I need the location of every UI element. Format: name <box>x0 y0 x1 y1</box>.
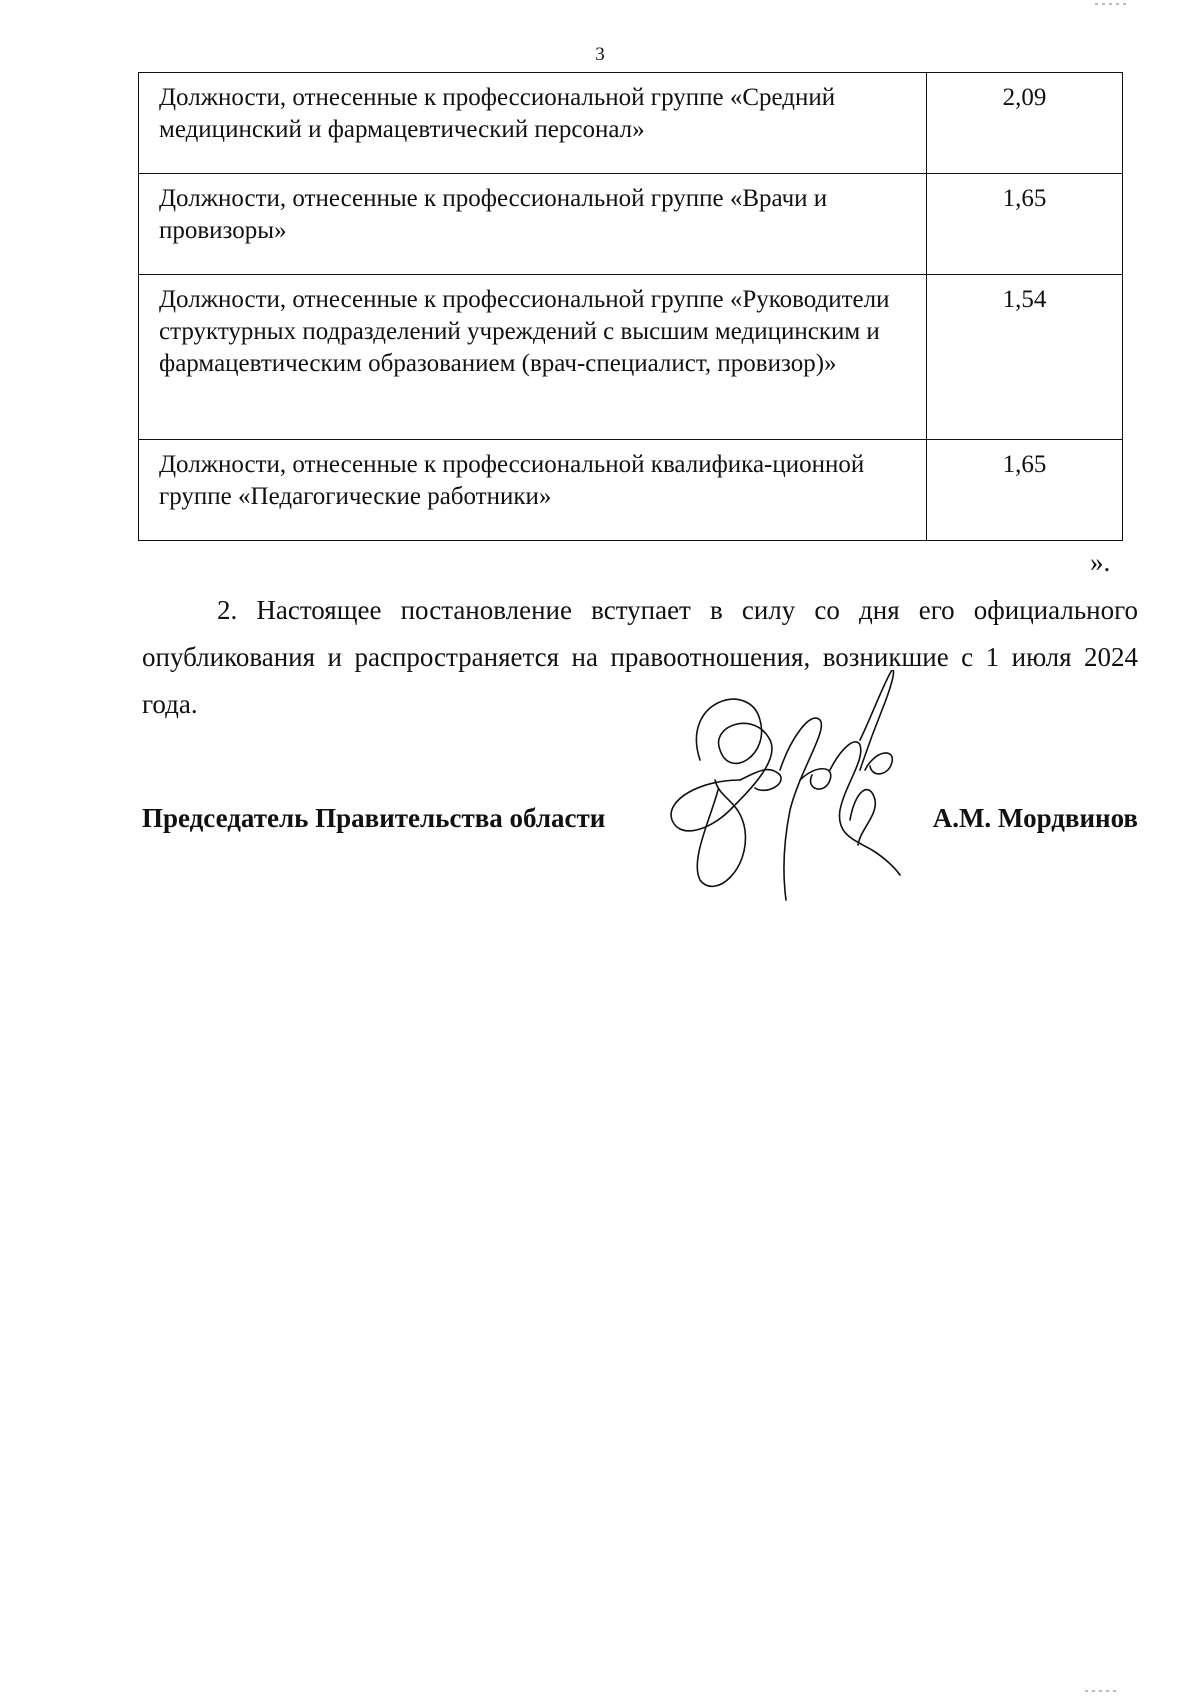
position-cell: Должности, отнесенные к профессиональной группе «Средний медицинский и фармацевтический персонал» <box>139 73 927 174</box>
coefficients-table <box>138 72 1123 541</box>
position-cell: Должности, отнесенные к профессиональной группе «Руководители структурных подразделений учреждений с высшим медицинским и фармацевтическим образованием (врач-специалист, провизор)» <box>139 275 927 440</box>
signer-name: А.М. Мордвинов <box>932 803 1138 833</box>
coefficient-cell: 1,65 <box>927 174 1123 275</box>
table-row <box>139 73 1123 174</box>
coefficient-cell: 1,54 <box>927 275 1123 440</box>
page-number: 3 <box>595 44 605 65</box>
position-cell: Должности, отнесенные к профессиональной группе «Врачи и провизоры» <box>139 174 927 275</box>
table-row <box>139 440 1123 541</box>
table-row <box>139 174 1123 275</box>
handwritten-signature <box>660 670 960 920</box>
closing-quote: ». <box>1090 547 1111 577</box>
scan-mark <box>1085 1690 1119 1692</box>
clause-2-paragraph: 2. Настоящее постановление вступает в силу со дня его официального опубликования и распространяется на правоотношения, возникшие с 1 июля 2024 года. <box>142 595 1138 719</box>
position-cell: Должности, отнесенные к профессиональной квалифика-ционной группе «Педагогические работники» <box>139 440 927 541</box>
table-row <box>139 275 1123 440</box>
coefficient-cell: 2,09 <box>927 73 1123 174</box>
scan-mark <box>1095 3 1129 5</box>
coefficient-cell: 1,65 <box>927 440 1123 541</box>
signer-title: Председатель Правительства области <box>142 803 606 833</box>
